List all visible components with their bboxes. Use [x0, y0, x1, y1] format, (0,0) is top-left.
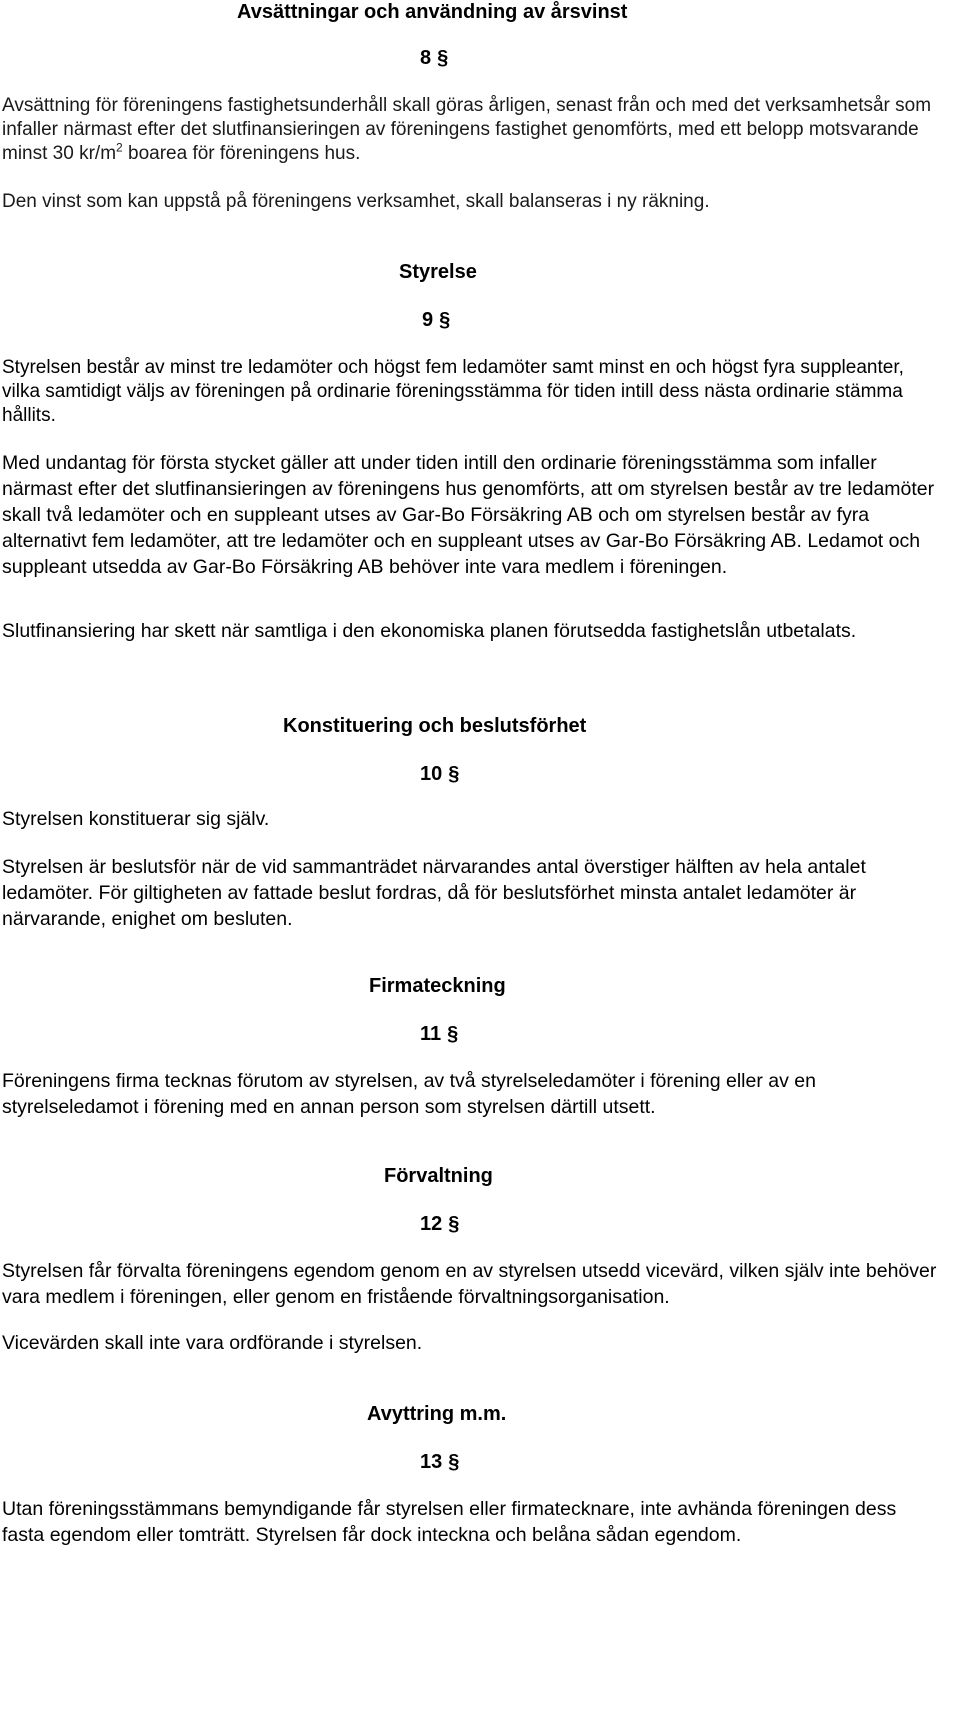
section-10-paragraph-2: Styrelsen är beslutsför när de vid sammanträdet närvarandes antal överstiger hälften av hela antalet ledamöter. För giltigheten av fattade beslut fordras, då för beslutsförhet minsta antalet ledamöter är närvarande, enighet om besluten. — [2, 856, 866, 930]
section-8-number-value: 8 — [420, 47, 432, 69]
section-11-number-value: 11 — [420, 1023, 442, 1045]
section-13-number — [420, 1450, 459, 1474]
section-10-number-value: 10 — [420, 763, 443, 785]
section-10-number — [420, 762, 459, 786]
section-12-paragraph-2: Vicevärden skall inte vara ordförande i styrelsen. — [2, 1332, 423, 1354]
section-sign-icon: § — [437, 47, 449, 69]
section-11-paragraph-1: Föreningens firma tecknas förutom av styrelsen, av två styrelseledamöter i förening eller av en styrelseledamot i förening med en annan person som styrelsen därtill utsett. — [2, 1070, 816, 1118]
section-12-number-value: 12 — [420, 1213, 443, 1235]
section-13-paragraph-1: Utan föreningsstämmans bemyndigande får styrelsen eller firmatecknare, inte avhända föreningen dess fasta egendom eller tomträtt. Styrelsen får dock inteckna och belåna sådan egendom. — [2, 1498, 897, 1546]
section-12-heading: Förvaltning — [384, 1165, 493, 1187]
superscript-2: 2 — [116, 140, 123, 155]
section-12-paragraph-1: Styrelsen får förvalta föreningens egendom genom en av styrelsen utsedd vicevärd, vilken själv inte behöver vara medlem i föreningen, eller genom en fristående förvaltningsorganisation. — [2, 1260, 937, 1308]
section-13-heading: Avyttring m.m. — [367, 1403, 507, 1425]
section-8-paragraph-1-text: Avsättning för föreningens fastighetsunderhåll skall göras årligen, senast från och med det verksamhetsår som infaller närmast efter det slutfinansieringen av föreningens fastighet genomförts, med ett belopp motsvarande minst 30 kr/m — [2, 95, 932, 164]
section-9-heading: Styrelse — [399, 261, 477, 283]
section-11-number — [420, 1022, 458, 1046]
section-9-paragraph-1: Styrelsen består av minst tre ledamöter och högst fem ledamöter samt minst en och högst fyra suppleanter, vilka samtidigt väljs av föreningen på ordinarie föreningsstämma för tiden intill dess nästa ordinarie stämma hållits. — [2, 357, 904, 426]
section-10-paragraph-1: Styrelsen konstituerar sig själv. — [2, 808, 270, 830]
section-11-heading: Firmateckning — [369, 975, 506, 997]
section-9-paragraph-2: Med undantag för första stycket gäller att under tiden intill den ordinarie föreningsstämma som infaller närmast efter det slutfinansieringen av föreningens hus genomförts, att om styrelsen består av tre ledamöter skall två ledamöter och en suppleant utses av Gar-Bo Försäkring AB och om styrelsen består av fyra alternativt fem ledamöter, att tre ledamöter och en suppleant utses av Gar-Bo Försäkring AB. Ledamot och suppleant utsedda av Gar-Bo Försäkring AB behöver inte vara medlem i föreningen. — [2, 452, 935, 578]
section-sign-icon: § — [439, 309, 451, 331]
section-8-number — [420, 46, 448, 70]
section-sign-icon: § — [448, 1451, 460, 1473]
section-12-number — [420, 1212, 459, 1236]
section-9-paragraph-3: Slutfinansiering har skett när samtliga i den ekonomiska planen förutsedda fastighetslån utbetalats. — [2, 620, 857, 642]
section-9-number-value: 9 — [422, 309, 434, 331]
section-9-number — [422, 308, 450, 332]
section-sign-icon: § — [447, 1023, 459, 1045]
section-8-paragraph-1 — [2, 94, 938, 166]
section-13-number-value: 13 — [420, 1451, 443, 1473]
section-sign-icon: § — [448, 1213, 460, 1235]
section-10-heading: Konstituering och beslutsförhet — [283, 715, 587, 737]
section-8-paragraph-2: Den vinst som kan uppstå på föreningens verksamhet, skall balanseras i ny räkning. — [2, 191, 710, 212]
section-sign-icon: § — [448, 763, 460, 785]
section-8-heading: Avsättningar och användning av årsvinst — [237, 1, 628, 23]
section-8-paragraph-1-tail: boarea för föreningens hus. — [122, 143, 361, 164]
